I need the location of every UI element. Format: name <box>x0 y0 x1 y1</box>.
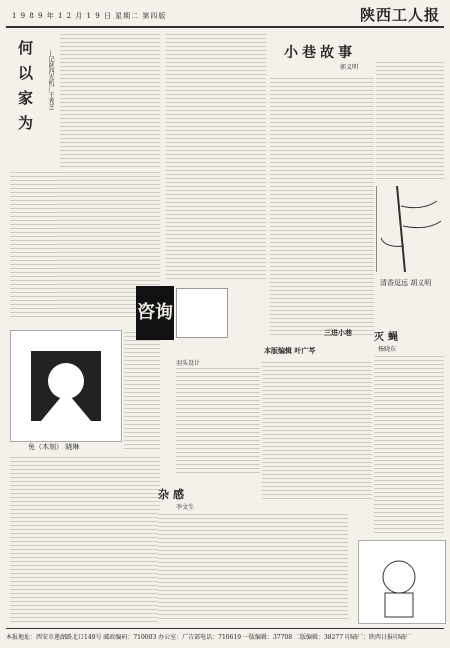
poem-author: 杨晓东 <box>378 346 397 353</box>
feature-title: 何以家为 <box>16 40 34 140</box>
poem-title: 灭蝇 <box>374 332 402 343</box>
text-column <box>158 512 348 622</box>
issue-date: 1 9 8 9 年 1 2 月 1 9 日 星期二 第四版 <box>12 12 167 20</box>
cartoon-icon <box>359 541 445 623</box>
painting-caption: 清香逗远 胡义明 <box>380 279 432 287</box>
figure-illustration <box>176 288 228 338</box>
editor-credit: 本版编辑 叶广芩 <box>264 346 316 355</box>
text-column <box>10 455 160 623</box>
text-column <box>124 330 160 450</box>
cartoon-illustration <box>358 540 446 624</box>
sub-heading: 三进小巷 <box>324 328 352 337</box>
text-column <box>376 60 444 182</box>
masthead <box>6 4 444 28</box>
text-column <box>374 354 444 534</box>
text-column <box>166 32 266 282</box>
woodcut-illustration <box>10 330 122 442</box>
bamboo-icon <box>377 186 445 272</box>
text-column <box>176 366 260 476</box>
newspaper-logo: 陕西工人报 <box>359 6 440 24</box>
footer: 本报地址：西安市莲湖路北口149号 邮政编码：710003 办公室：广告部电话：710619 一版编辑：37708 二版编辑：38277 印刷厂：陕西日报印刷厂 <box>6 628 444 641</box>
essay-author: 李文生 <box>176 504 195 511</box>
text-column <box>270 76 374 338</box>
column-title: 羽头设计 <box>176 360 201 367</box>
woodcut-icon <box>11 331 121 441</box>
essay-title: 杂感 <box>158 488 188 501</box>
story-title: 小巷故事 <box>284 45 356 61</box>
story-author: 郭义明 <box>340 64 359 71</box>
illustration-caption: 免（木刻） 晓琳 <box>28 443 80 451</box>
text-column <box>262 360 372 500</box>
feature-subtitle: —记陕西光机厂王秀芝 <box>47 50 54 110</box>
column-logo: 咨询 <box>136 286 174 340</box>
bamboo-painting <box>376 186 445 272</box>
